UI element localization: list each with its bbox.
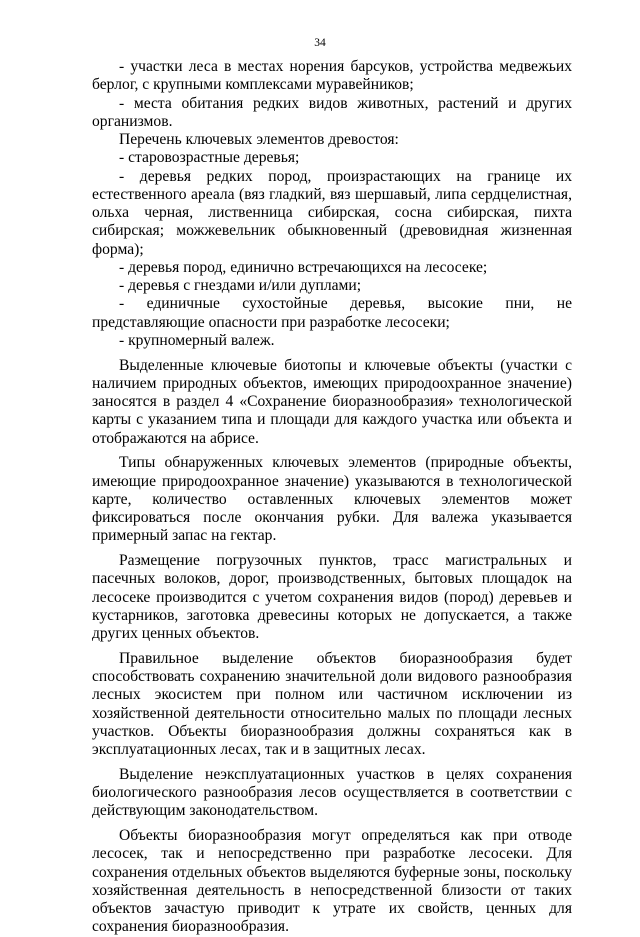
- paragraph-badger-areas: - участки леса в местах норения барсуков, устройства медвежьих берлог, с крупными комплексами муравейников;: [92, 58, 572, 94]
- paragraph-dead-trees-stumps: - единичные сухостойные деревья, высокие пни, не представляющие опасности при разработке лесосеки;: [92, 295, 572, 331]
- paragraph-biodiversity-objects: Объекты биоразнообразия могут определяться как при отводе лесосек, так и непосредственно при разработке лесосеки. Для сохранения отдельных объектов выделяются буферные зоны, поскольку хозяйственная деятельность в непосредственной близости от таких объектов зачастую приводит к утрате их свойств, ценных для сохранения биоразнообразия.: [92, 827, 572, 936]
- paragraph-element-types: Типы обнаруженных ключевых элементов (природные объекты, имеющие природоохранное значение) указываются в технологической карте, количество оставленных ключевых элементов может фиксироваться после окончания рубки. Для валежа указывается примерный запас на гектар.: [92, 454, 572, 545]
- paragraph-large-deadwood: - крупномерный валеж.: [119, 331, 275, 349]
- paragraph-key-elements-heading: Перечень ключевых элементов древостоя:: [119, 131, 399, 148]
- paragraph-single-species-trees: - деревья пород, единично встречающихся на лесосеке;: [119, 258, 488, 276]
- paragraph-nest-hollow-trees: - деревья с гнездами и/или дуплами;: [119, 277, 362, 294]
- paragraph-selected-biotopes: Выделенные ключевые биотопы и ключевые объекты (участки с наличием природных объектов, имеющих природоохранное значение) заносятся в раздел 4 «Сохранение биоразнообразия» технологической карты с указанием типа и площади для каждого участка или объекта и отображаются на абрисе.: [92, 356, 572, 447]
- page-number: 34: [314, 37, 326, 49]
- paragraph-proper-selection: Правильное выделение объектов биоразнообразия будет способствовать сохранению значительной доли видового разнообразия лесных экосистем при полном или частичном исключении из хозяйственной деятельности относительно малых по площади лесных участков. Объекты биоразнообразия должны сохраняться как в эксплуатационных лесах, так и в защитных лесах.: [92, 649, 572, 758]
- paragraph-non-exploitation-areas: Выделение неэксплуатационных участков в целях сохранения биологического разнообразия лесов осуществляется в соответствии с действующим законодательством.: [92, 765, 572, 820]
- paragraph-old-growth-trees: - старовозрастные деревья;: [119, 149, 300, 167]
- paragraph-placement: Размещение погрузочных пунктов, трасс магистральных и пасечных волоков, дорог, производственных, бытовых площадок на лесосеке производится с учетом сохранения видов (пород) деревьев и кустарников, заготовка древесины которых не допускается, а также других ценных объектов.: [92, 552, 572, 642]
- paragraph-rare-species-habitats: - места обитания редких видов животных, растений и других организмов.: [92, 94, 572, 130]
- document-body: [92, 58, 572, 937]
- paragraph-rare-tree-species: - деревья редких пород, произрастающих на границе их естественного ареала (вяз гладкий, вяз шершавый, липа сердцелистная, ольха черная, лиственница сибирская, сосна сибирская, пихта сибирская; можжевельник обыкновенный (древовидная жизненная форма);: [92, 167, 572, 258]
